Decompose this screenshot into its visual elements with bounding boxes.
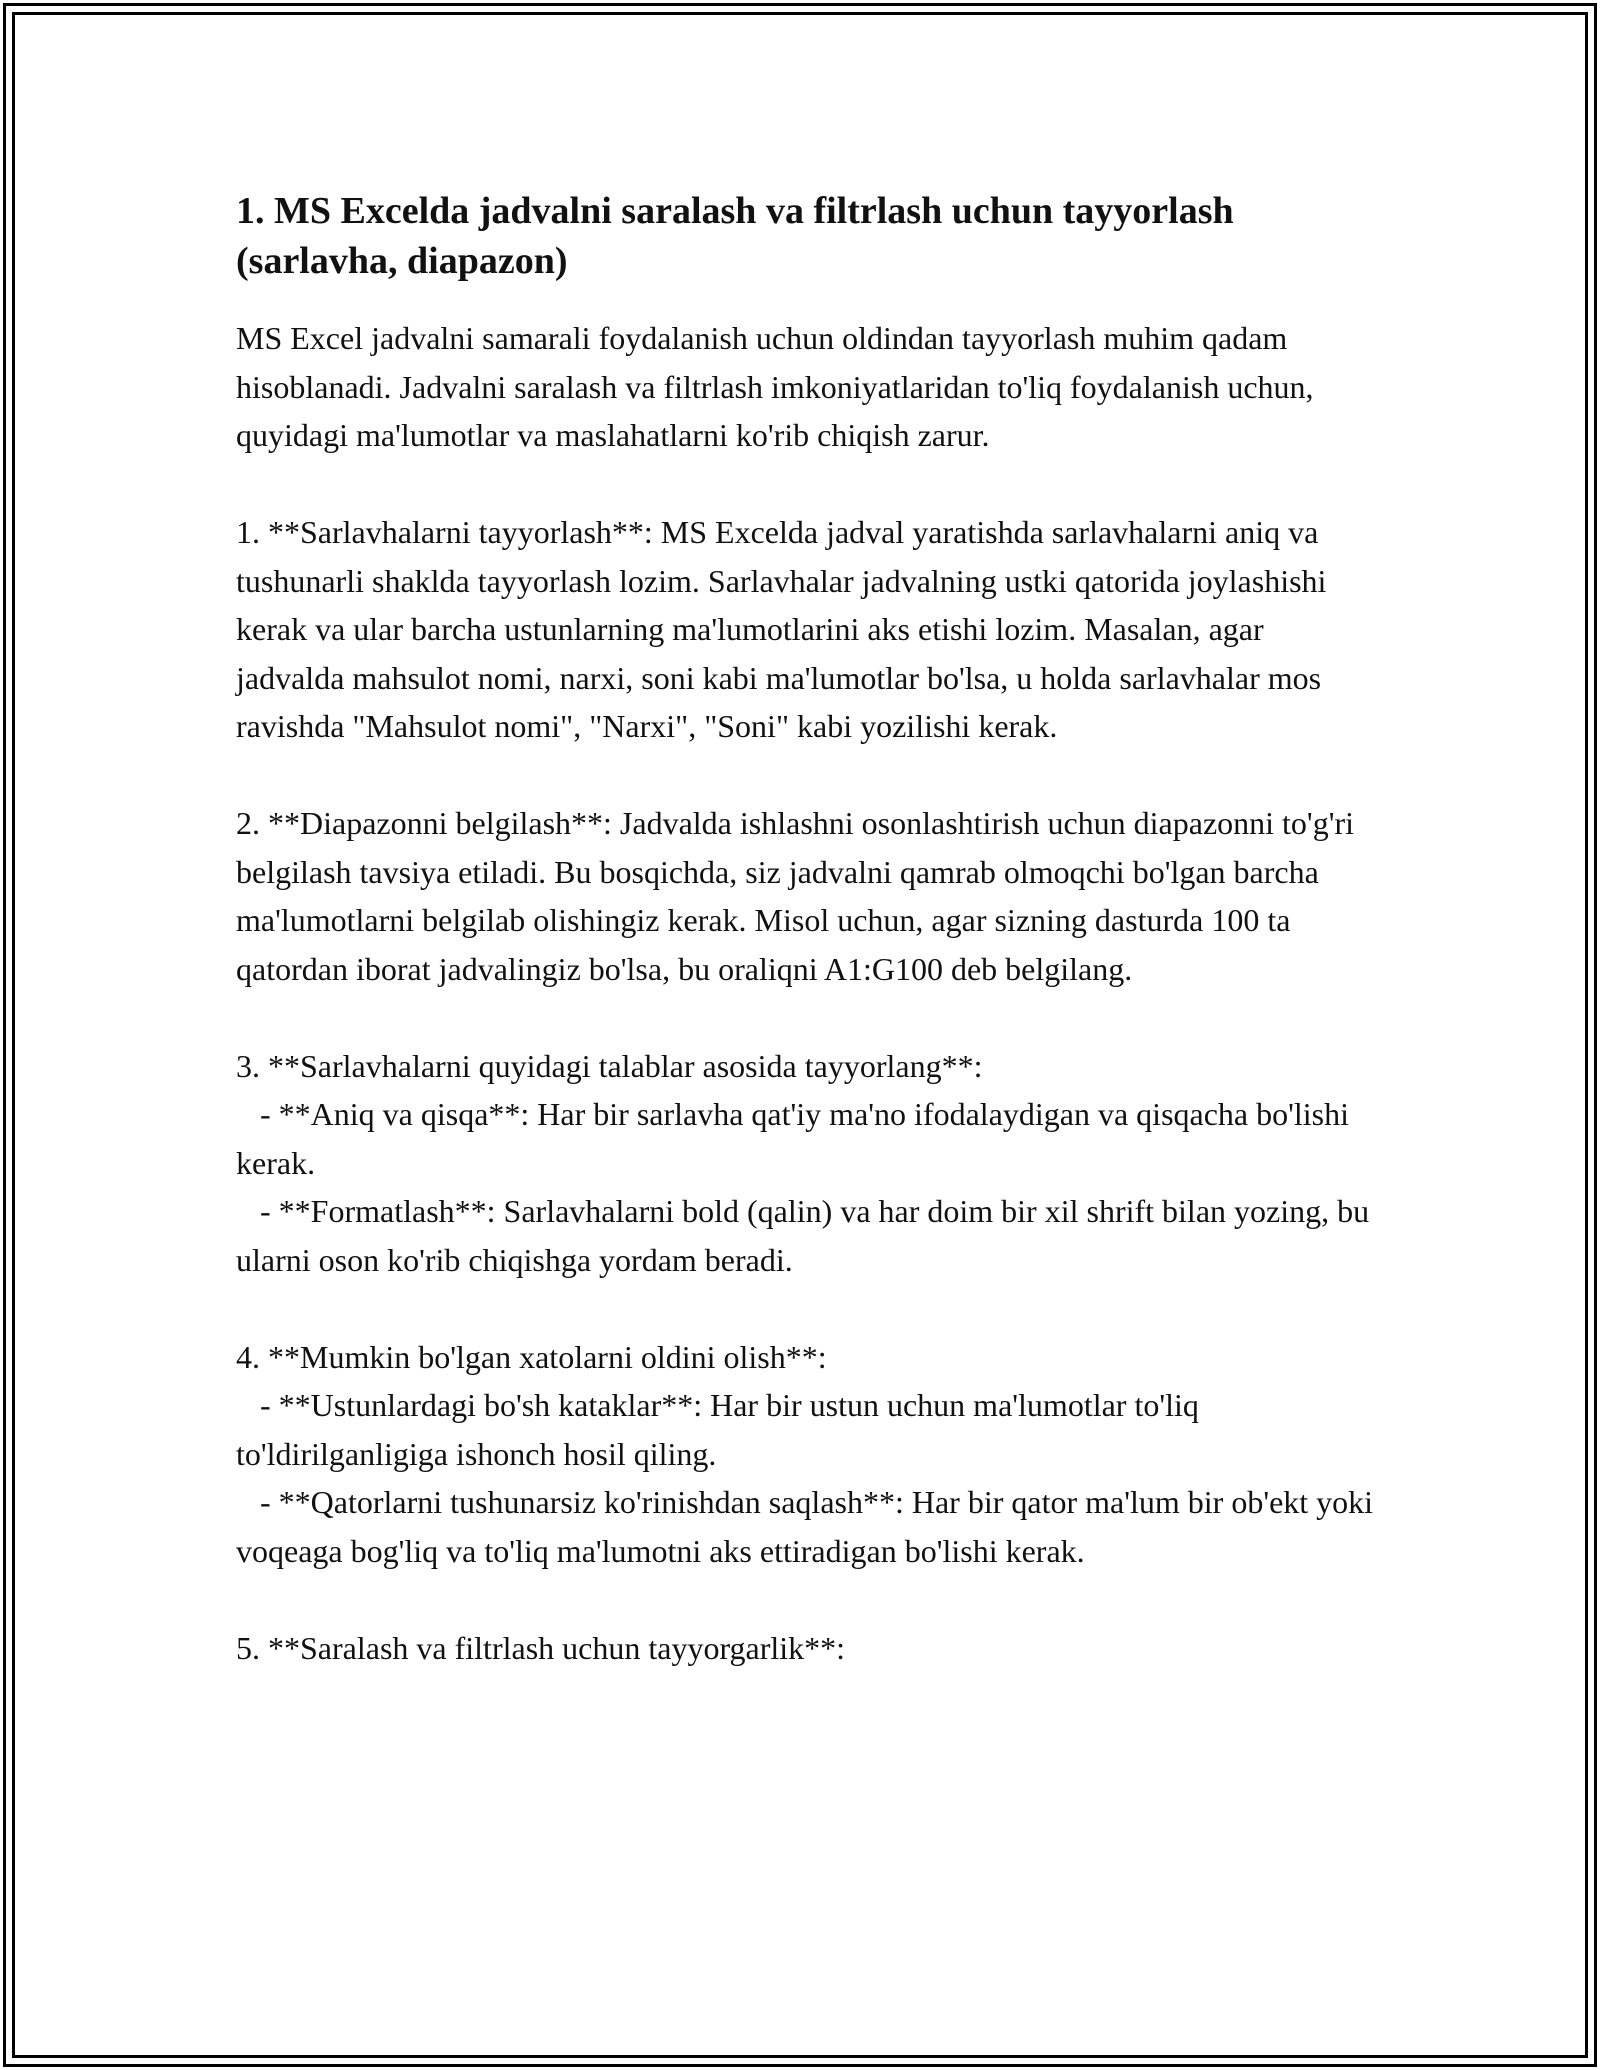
section-4-title: 4. **Mumkin bo'lgan xatolarni oldini olish**: [236,1338,827,1375]
section-4-bullet-1: - **Ustunlardagi bo'sh kataklar**: Har bir ustun uchun ma'lumotlar to'liq to'ldirilganligiga ishonch hosil qiling. [236,1387,1207,1472]
section-3-bullet-1: - **Aniq va qisqa**: Har bir sarlavha qat'iy ma'no ifodalaydigan va qisqacha bo'lishi kerak. [236,1096,1358,1181]
document-body [236,186,1382,1672]
section-4 [236,1333,1382,1576]
section-3-title: 3. **Sarlavhalarni quyidagi talablar asosida tayyorlang**: [236,1047,983,1084]
intro-paragraph: MS Excel jadvalni samarali foydalanish uchun oldindan tayyorlash muhim qadam hisoblanadi. Jadvalni saralash va filtrlash imkoniyatlaridan to'liq foydalanish uchun, quyidagi ma'lumotlar va maslahatlarni ko'rib chiqish zarur. [236,320,1322,453]
section-heading: 1. MS Excelda jadvalni saralash va filtrlash uchun tayyorlash (sarlavha, diapazon) [236,190,1234,282]
section-2 [236,799,1376,993]
paragraph-spacer [236,993,1376,1042]
section-2-line: 2. **Diapazonni belgilash**: Jadvalda ishlashni osonlashtirish uchun diapazonni to'g'ri belgilash tavsiya etiladi. Bu bosqichda, siz jadvalni qamrab olmoqchi bo'lgan barcha ma'lumotlarni belgilab olishingiz kerak. Misol uchun, agar sizning dasturda 100 ta qatordan iborat jadvalingiz bo'lsa, bu oraliqni A1:G100 deb belgilang. [236,805,1362,987]
section-1 [236,508,1376,751]
paragraph-spacer [236,460,1376,509]
paragraph-spacer [236,1575,1376,1624]
section-1-line: 1. **Sarlavhalarni tayyorlash**: MS Excelda jadval yaratishda sarlavhalarni aniq va tushunarli shaklda tayyorlash lozim. Sarlavhalar jadvalning ustki qatorida joylashishi kerak va ular barcha ustunlarning ma'lumotlarini aks etishi lozim. Masalan, agar jadvalda mahsulot nomi, narxi, soni kabi ma'lumotlar bo'lsa, u holda sarlavhalar mos ravishda "Mahsulot nomi", "Narxi", "Soni" kabi yozilishi kerak. [236,514,1335,744]
paragraph-spacer [236,1284,1376,1333]
paragraph-spacer [236,751,1376,800]
section-5-title: 5. **Saralash va filtrlash uchun tayyorgarlik**: [236,1629,846,1666]
section-5 [236,1624,1376,1673]
section-3 [236,1042,1376,1285]
section-3-bullet-2: - **Formatlash**: Sarlavhalarni bold (qalin) va har doim bir xil shrift bilan yozing, bu ularni oson ko'rib chiqishga yordam beradi. [236,1193,1378,1278]
section-4-bullet-2: - **Qatorlarni tushunarsiz ko'rinishdan saqlash**: Har bir qator ma'lum bir ob'ekt yoki voqeaga bog'liq va to'liq ma'lumotni aks ettiradigan bo'lishi kerak. [236,1484,1382,1569]
